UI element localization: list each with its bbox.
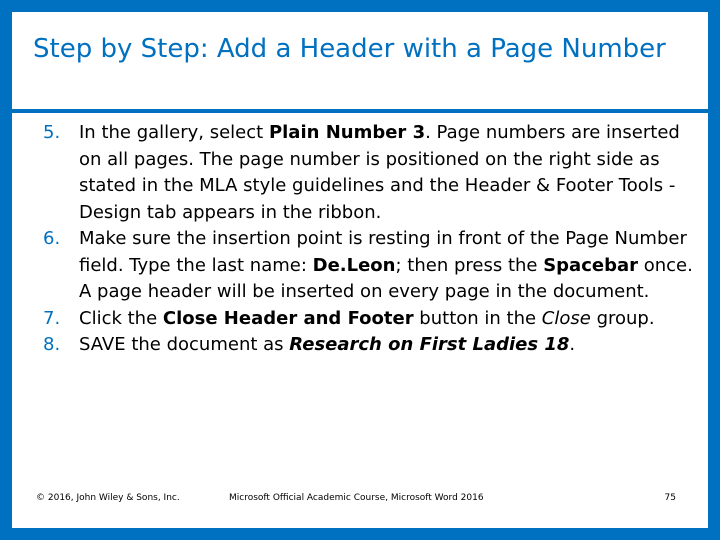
step-text: button in the bbox=[413, 307, 542, 329]
step-filename: Research on First Ladies 18 bbox=[289, 334, 570, 355]
step-text: . bbox=[569, 334, 576, 355]
step-text: . Page numbers are inserted on all pages. The page number is positioned on the right side as stated in the MLA style guidelines and the Header & Footer Tools - Design tab appears in the ribbon. bbox=[79, 122, 680, 223]
step-text: group. bbox=[590, 307, 655, 329]
step-number: 5. bbox=[43, 122, 61, 143]
step-6 bbox=[43, 226, 703, 306]
step-text: once. A page header will be inserted on every page in the document. bbox=[79, 254, 693, 302]
step-text: SAVE the document as bbox=[79, 334, 290, 355]
step-7 bbox=[43, 306, 703, 333]
step-8 bbox=[43, 332, 703, 359]
footer-course: Microsoft Official Academic Course, Microsoft Word 2016 bbox=[229, 493, 484, 503]
step-5 bbox=[43, 120, 703, 226]
title-divider bbox=[12, 109, 708, 113]
step-emphasis: Close Header and Footer bbox=[162, 307, 414, 329]
step-italic: Close bbox=[541, 307, 591, 329]
step-emphasis: De.Leon bbox=[312, 254, 396, 276]
footer-page-number: 75 bbox=[664, 493, 676, 503]
step-emphasis: Spacebar bbox=[543, 254, 638, 276]
footer-copyright: © 2016, John Wiley & Sons, Inc. bbox=[36, 493, 180, 503]
step-text: Make sure the insertion point is resting in front of the Page Number field. Type the last name: bbox=[79, 228, 687, 276]
slide-title: Step by Step: Add a Header with a Page Number bbox=[33, 34, 666, 64]
slide bbox=[12, 12, 708, 528]
step-number: 6. bbox=[43, 228, 61, 249]
step-text: Click the bbox=[79, 307, 163, 329]
step-number: 7. bbox=[43, 307, 61, 329]
step-number: 8. bbox=[43, 334, 61, 355]
step-emphasis: Plain Number 3 bbox=[268, 122, 426, 143]
step-list bbox=[43, 120, 703, 359]
step-text: In the gallery, select bbox=[79, 122, 269, 143]
step-text: ; then press the bbox=[395, 254, 544, 276]
